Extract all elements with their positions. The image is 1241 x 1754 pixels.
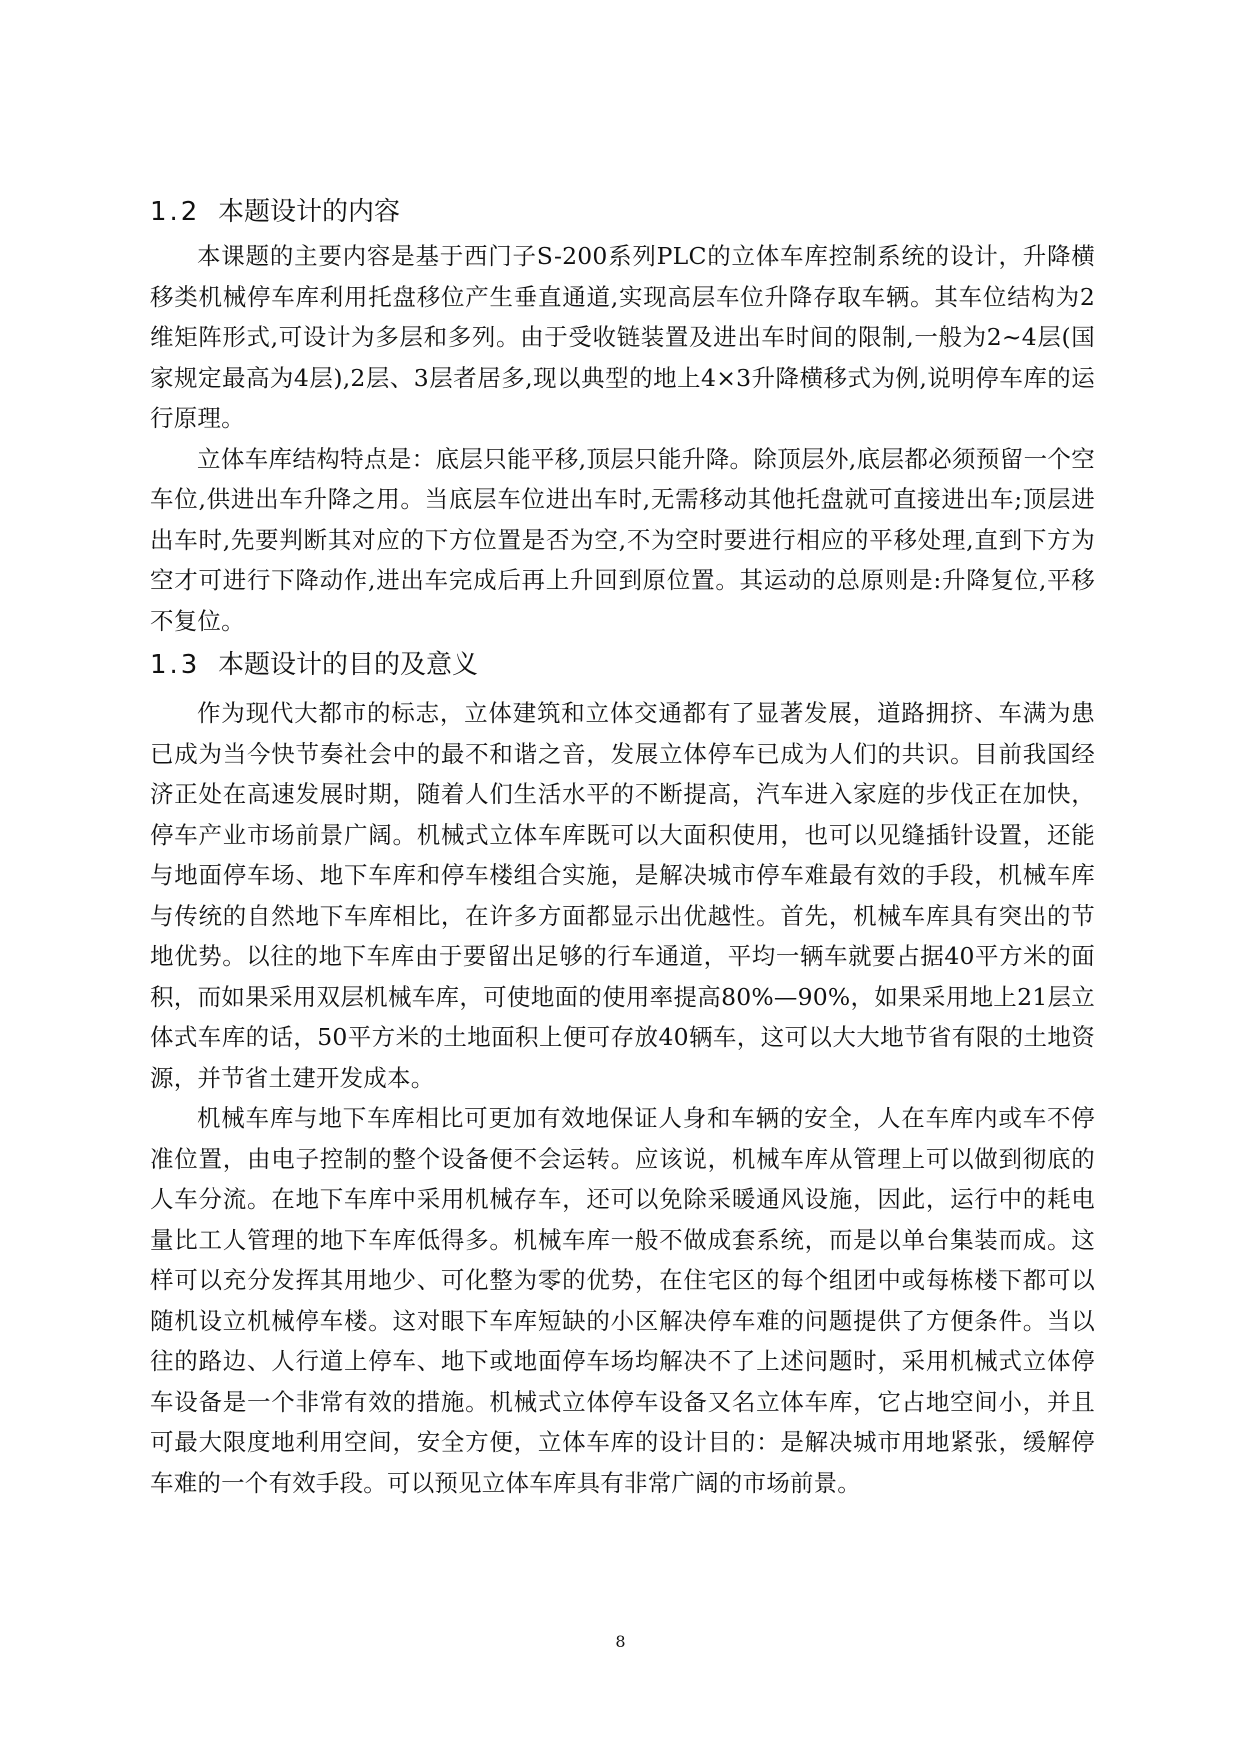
section-number: 1.3 [150, 650, 201, 680]
paragraph: 本课题的主要内容是基于西门子S-200系列PLC的立体车库控制系统的设计，升降横移类机械停车库利用托盘移位产生垂直通道,实现高层车位升降存取车辆。其车位结构为2维矩阵形式,可设计为多层和多列。由于受收链装置及进出车时间的限制,一般为2~4层(国家规定最高为4层),2层、3层者居多,现以典型的地上4×3升降横移式为例,说明停车库的运行原理。 [150, 242, 1095, 432]
section-heading-1-2 [150, 190, 1095, 234]
paragraph: 机械车库与地下车库相比可更加有效地保证人身和车辆的安全，人在车库内或车不停准位置，由电子控制的整个设备便不会运转。应该说，机械车库从管理上可以做到彻底的人车分流。在地下车库中采用机械存车，还可以免除采暖通风设施，因此，运行中的耗电量比工人管理的地下车库低得多。机械车库一般不做成套系统，而是以单台集装而成。这样可以充分发挥其用地少、可化整为零的优势，在住宅区的每个组团中或每栋楼下都可以随机设立机械停车楼。这对眼下车库短缺的小区解决停车难的问题提供了方便条件。当以往的路边、人行道上停车、地下或地面停车场均解决不了上述问题时，采用机械式立体停车设备是一个非常有效的措施。机械式立体停车设备又名立体车库，它占地空间小，并且可最大限度地利用空间，安全方便，立体车库的设计目的：是解决城市用地紧张，缓解停车难的一个有效手段。可以预见立体车库具有非常广阔的市场前景。 [150, 1104, 1095, 1497]
section-number: 1.2 [150, 197, 201, 227]
paragraph: 作为现代大都市的标志，立体建筑和立体交通都有了显著发展，道路拥挤、车满为患已成为当今快节奏社会中的最不和谐之音，发展立体停车已成为人们的共识。目前我国经济正处在高速发展时期，随着人们生活水平的不断提高，汽车进入家庭的步伐正在加快，停车产业市场前景广阔。机械式立体车库既可以大面积使用，也可以见缝插针设置，还能与地面停车场、地下车库和停车楼组合实施，是解决城市停车难最有效的手段，机械车库与传统的自然地下车库相比，在许多方面都显示出优越性。首先，机械车库具有突出的节地优势。以往的地下车库由于要留出足够的行车通道，平均一辆车就要占据40平方米的面积，而如果采用双层机械车库，可使地面的使用率提高80%—90%，如果采用地上21层立体式车库的话，50平方米的土地面积上便可存放40辆车，这可以大大地节省有限的土地资源，并节省土建开发成本。 [150, 699, 1095, 1092]
section-title: 本题设计的内容 [218, 197, 401, 227]
section-title: 本题设计的目的及意义 [218, 650, 479, 680]
page-body [150, 190, 1095, 1503]
paragraph: 立体车库结构特点是：底层只能平移,顶层只能升降。除顶层外,底层都必须预留一个空车位,供进出车升降之用。当底层车位进出车时,无需移动其他托盘就可直接进出车;顶层进出车时,先要判断其对应的下方位置是否为空,不为空时要进行相应的平移处理,直到下方为空才可进行下降动作,进出车完成后再上升回到原位置。其运动的总原则是:升降复位,平移不复位。 [150, 444, 1095, 635]
section-heading-1-3 [150, 643, 1095, 687]
page-number: 8 [615, 1632, 626, 1651]
